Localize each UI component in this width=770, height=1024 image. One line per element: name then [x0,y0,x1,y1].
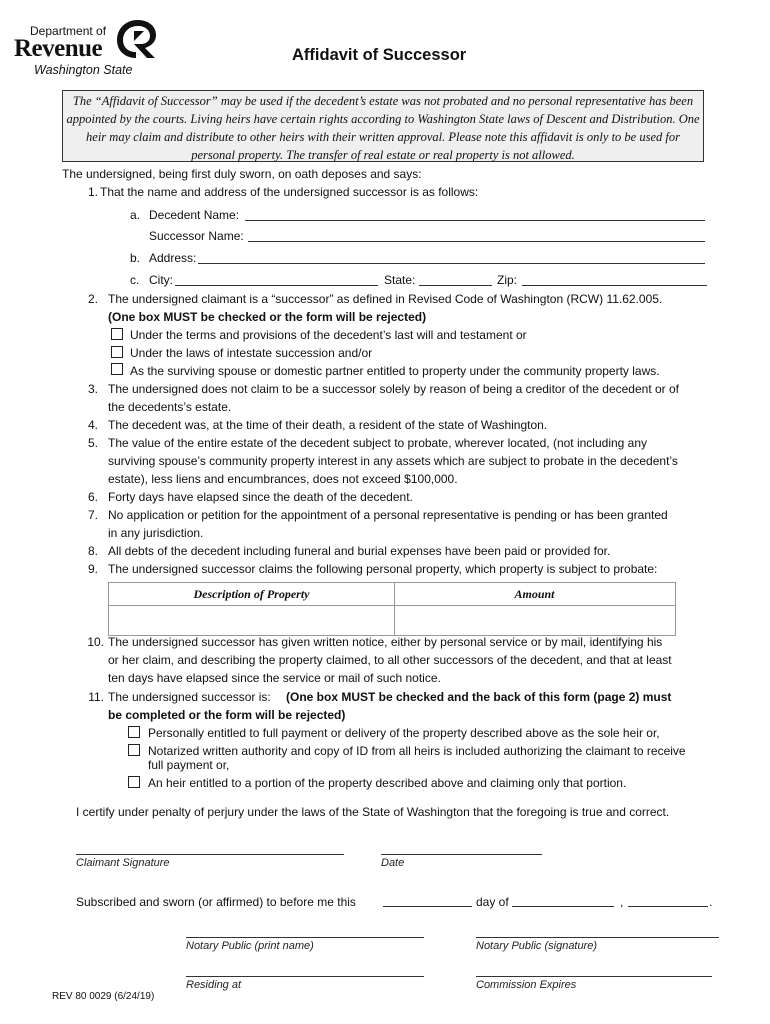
item-1-text: That the name and address of the undersigned successor is as follows: [100,185,479,199]
item-5-line-2: surviving spouse’s community property interest in any assets which are subject to probate in the decedent’s [108,454,678,468]
item-8-text: All debts of the decedent including funeral and burial expenses have been paid or provided for. [108,544,611,558]
item-2-option-2-label: Under the laws of intestate succession and/or [130,346,373,360]
successor-name-label: Successor Name: [149,229,244,243]
item-2-number: 2. [87,292,98,306]
item-6-text: Forty days have elapsed since the death of the decedent. [108,490,413,504]
item-11-option-3-checkbox[interactable] [128,776,140,788]
item-2-option-1-checkbox[interactable] [111,328,123,340]
date-label: Date [381,857,405,869]
sworn-text: Subscribed and sworn (or affirmed) to before me this [76,895,356,909]
property-column-header: Description of Property [109,583,394,606]
logo-state-text: Washington State [34,63,133,77]
oath-text: The undersigned, being first duly sworn, on oath deposes and says: [62,167,422,181]
address-label: Address: [149,251,197,265]
notary-signature-field[interactable] [476,937,719,938]
decedent-name-label: Decedent Name: [149,208,240,222]
item-10-number: 10. [87,635,104,649]
commission-expires-field[interactable] [476,976,712,977]
date-field[interactable] [381,854,542,855]
item-11-option-3-label: An heir entitled to a portion of the property described above and claiming only that portion. [148,776,627,790]
address-field[interactable] [198,263,705,264]
item-5-line-3: estate), less liens and encumbrances, does not exceed $100,000. [108,472,458,486]
item-5-number: 5. [87,436,98,450]
item-11-number: 11. [88,690,104,704]
item-11-note-2: be completed or the form will be rejected) [108,708,346,722]
item-4-text: The decedent was, at the time of their death, a resident of the state of Washington. [108,418,548,432]
amount-column-header: Amount [394,583,675,606]
notary-print-name-field[interactable] [186,937,424,938]
zip-label: Zip: [497,273,518,287]
decedent-name-field[interactable] [245,220,705,221]
logo-mark-icon [114,18,162,60]
item-1a-label: a. [130,208,141,222]
item-3-number: 3. [87,382,98,396]
item-7-line-2: in any jurisdiction. [108,526,204,540]
city-label: City: [149,273,173,287]
item-2-option-3-checkbox[interactable] [111,363,123,375]
item-3-line-2: the decedents’s estate. [108,400,232,414]
sworn-month-field[interactable] [512,906,614,907]
state-label: State: [384,273,416,287]
item-2-note: (One box MUST be checked or the form will be rejected) [108,310,427,324]
sworn-year-field[interactable] [628,906,708,907]
page-title: Affidavit of Successor [292,46,467,64]
form-number: REV 80 0029 (6/24/19) [52,991,155,1002]
logo-revenue-text: Revenue [14,35,103,62]
property-table [108,582,676,636]
day-of-text: day of [476,895,509,909]
item-10-line-2: or her claim, and describing the property claimed, to all other successors of the decedent, and that at least [108,653,672,667]
sworn-day-field[interactable] [383,906,472,907]
city-field[interactable] [175,285,378,286]
certification-text: I certify under penalty of perjury under the laws of the State of Washington that the foregoing is true and correct. [76,805,670,819]
period-text: . [709,895,713,909]
item-11-option-1-label: Personally entitled to full payment or delivery of the property described above as the sole heir or, [148,726,660,740]
item-7-line-1: No application or petition for the appointment of a personal representative is pending or has been granted [108,508,668,522]
item-9-number: 9. [87,562,98,576]
successor-name-field[interactable] [248,241,705,242]
item-5-line-1: The value of the entire estate of the decedent subject to probate, wherever located, (not including any [108,436,648,450]
item-2-text: The undersigned claimant is a “successor” as defined in Revised Code of Washington (RCW) 11.62.005. [108,292,663,306]
item-10-line-3: ten days have elapsed since the service or mail of such notice. [108,671,441,685]
state-field[interactable] [419,285,492,286]
zip-field[interactable] [522,285,707,286]
item-1-number: 1. [87,185,98,199]
item-2-option-2-checkbox[interactable] [111,346,123,358]
item-7-number: 7. [87,508,98,522]
item-2-option-3-label: As the surviving spouse or domestic partner entitled to property under the community property laws. [130,364,660,378]
residing-at-label: Residing at [186,979,242,991]
claimant-signature-field[interactable] [76,854,344,855]
item-11-option-2-label: Notarized written authority and copy of ID from all heirs is included authorizing the claimant to receive [148,744,686,758]
item-11-option-2-checkbox[interactable] [128,744,140,756]
item-6-number: 6. [87,490,98,504]
item-10-line-1: The undersigned successor has given written notice, either by personal service or by mail, identifying his [108,635,663,649]
property-amount-cell[interactable] [395,606,675,635]
item-1b-label: b. [130,251,141,265]
comma-text: , [620,895,624,909]
logo [12,18,162,80]
item-11-note-1: (One box MUST be checked and the back of this form (page 2) must [286,690,672,704]
item-1c-label: c. [130,273,140,287]
item-9-text: The undersigned successor claims the following personal property, which property is subject to probate: [108,562,658,576]
item-3-line-1: The undersigned does not claim to be a successor solely by reason of being a creditor of the decedent or of [108,382,680,396]
item-11-option-2-continuation: full payment or, [148,758,230,772]
item-4-number: 4. [87,418,98,432]
logo-dept-text: Department of [30,24,107,38]
item-8-number: 8. [87,544,98,558]
intro-box: The “Affidavit of Successor” may be used if the decedent’s estate was not probated and no personal representative has been appointed by the courts. Living heirs have certain rights according to Washington State laws of Descent and Distribution. One heir may claim and distribute to other heirs with their written approval. Please note this affidavit is only to be used for personal property. The transfer of real estate or real property is not allowed. [62,90,704,162]
notary-print-name-label: Notary Public (print name) [186,940,314,952]
commission-expires-label: Commission Expires [476,979,577,991]
item-11-option-1-checkbox[interactable] [128,726,140,738]
claimant-signature-label: Claimant Signature [76,857,170,869]
item-11-text: The undersigned successor is: [108,690,271,704]
notary-signature-label: Notary Public (signature) [476,940,598,952]
item-2-option-1-label: Under the terms and provisions of the decedent’s last will and testament or [130,328,527,342]
property-description-cell[interactable] [109,606,393,635]
residing-at-field[interactable] [186,976,424,977]
